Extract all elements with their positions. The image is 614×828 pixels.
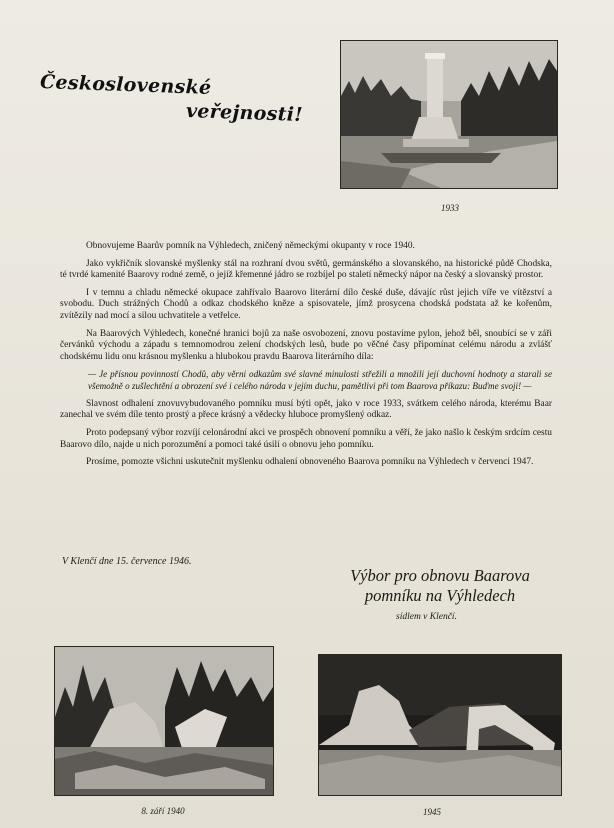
paragraph: Proto podepsaný výbor rozvíjí celonárodní akci ve prospěch obnovení pomníku a věří, že jako našlo k českým srdcím cestu Baarovo dílo, najde u nich porozumění a pomoci také úsilí o obnovu jeho pomníku. [60,427,552,450]
place-and-date: V Klenčí dne 15. července 1946. [62,556,192,567]
committee-line-1: Výbor pro obnovu Baarova [350,566,530,585]
photo-caption-1945: 1945 [423,807,441,817]
paragraph: Jako vykřičník slovanské myšlenky stál na rozhraní dvou světů, germánského a slovanského, na historické půdě Chodska, té tvrdé kamenité Baarovy rodné země, o jejíž křemenné jádro se rozbíjel po staletí německý nápor na český a slovanský prostor. [60,258,552,281]
photo-ruins-1940 [54,646,274,796]
paragraph: Na Baarových Výhledech, konečné hranici bojů za naše osvobození, znovu postavíme pylon, jehož běl, snoubící se v záři červánků východu a západu s temnomodrou zelení chodských lesů, bude po věčné časy připomínat celému národu a zvlášť chodskému lidu onu krásnou myšlenku a hlubokou pravdu Baarova literárního díla: [60,328,552,362]
committee-line-2: pomníku na Výhledech [364,586,516,605]
paragraph: I v temnu a chladu německé okupace zahřívalo Baarovo literární dílo české duše, dávajíc růst jejich víře ve vítězství a svobodu. Duch strážných Chodů a odkaz chodského kněze a spisovatele, jímž prosycena chodská podstata až ke kořenům, zvítězily nad mocí a silou uchvatitele a vetřelce. [60,287,552,321]
heading-line-2: veřejnosti! [185,99,304,127]
quote-paragraph: — Je přísnou povinností Chodů, aby věrni odkazům své slavné minulosti střežili a množili její duchovní hodnoty a starali se všemožně o zušlechtění a obrození své i celého národa v jejím duchu, pamětlivi při tom Baarova příkazu: Buďme svoji! — [88,369,552,391]
paragraph: Obnovujeme Baarův pomník na Výhledech, zničený německými okupanty v roce 1940. [86,241,415,251]
photo-caption-1933: 1933 [441,203,459,213]
photo-monument-1933 [340,40,558,189]
committee-seat: sídlem v Klenčí. [396,612,457,622]
committee-signature [310,566,570,606]
heading-line-1: Československé [39,71,212,99]
photo-caption-1940: 8. září 1940 [141,806,185,816]
appeal-text [60,241,552,475]
paragraph: Slavnost odhalení znovuvybudovaného pomníku musí býti opět, jako v roce 1933, svátkem celého národa, kterému Baar zanechal ve svém díle tento prostý a přece krásný a vědecky hluboce promyšlený odkaz. [60,398,552,421]
paragraph: Prosíme, pomozte všichni uskutečnit myšlenku odhalení obnoveného Baarova pomníku na Výhledech v červenci 1947. [86,457,534,468]
photo-ruins-1945 [318,654,562,796]
